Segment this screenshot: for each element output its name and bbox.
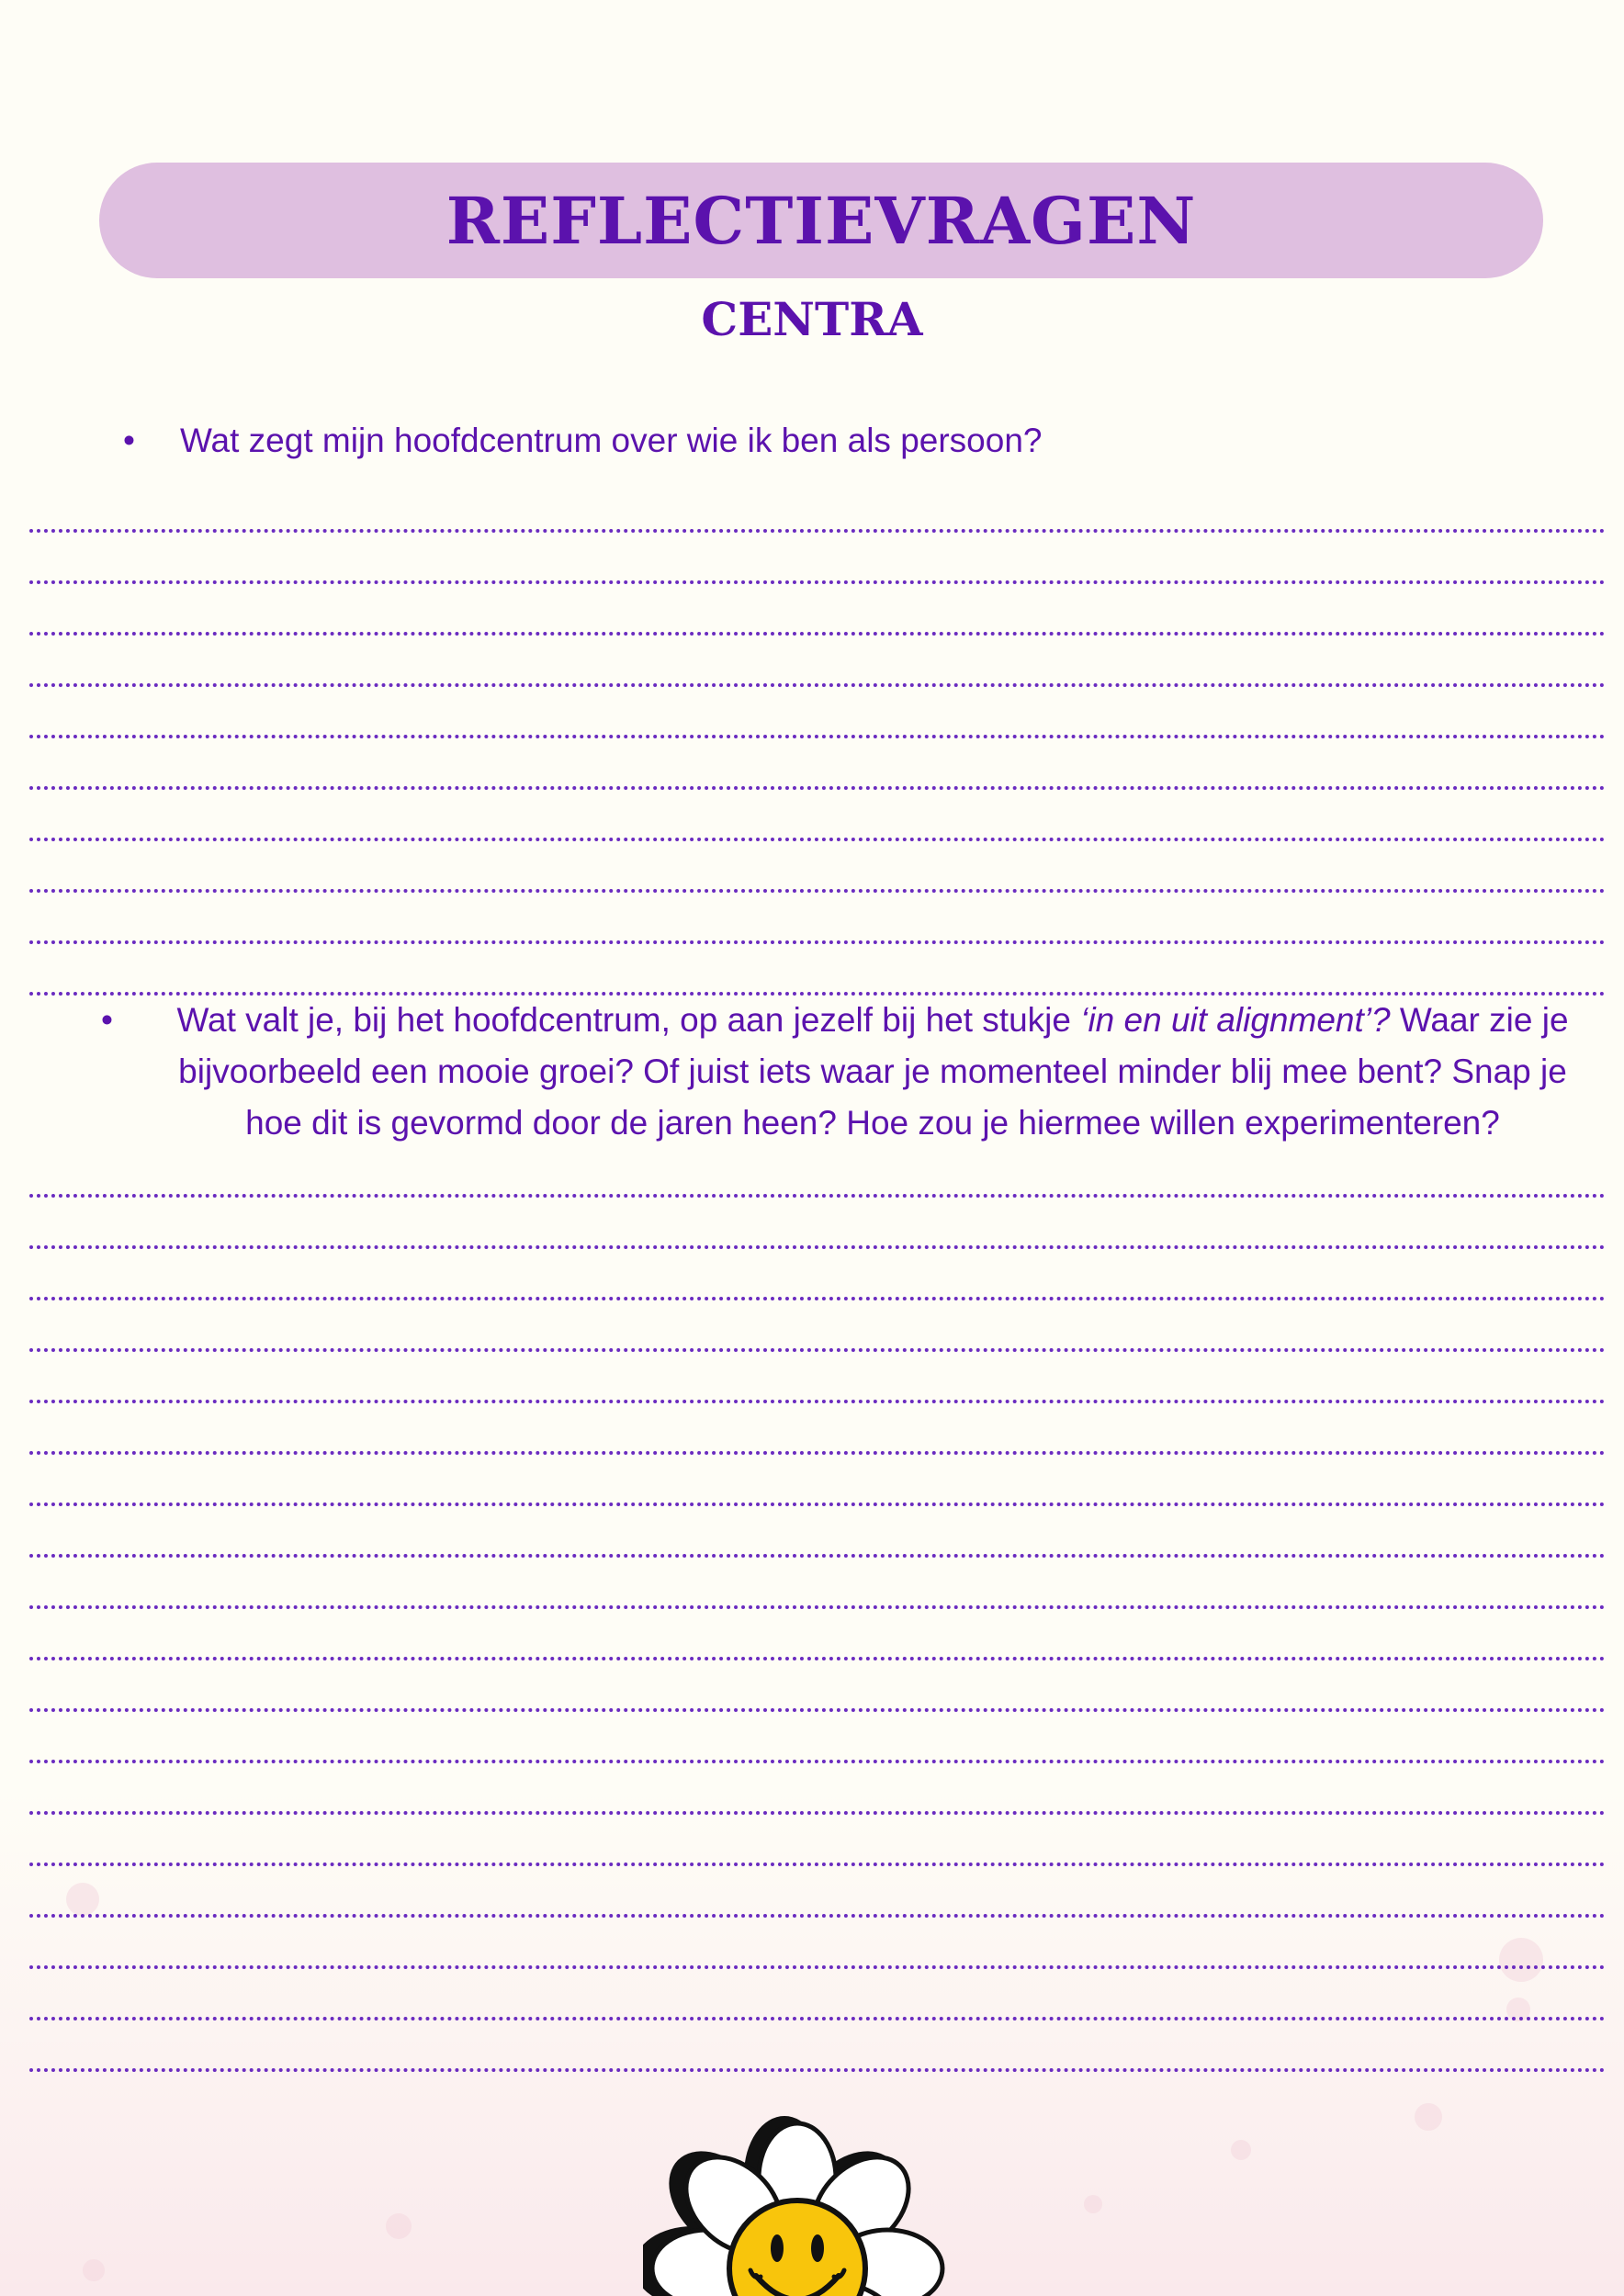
answer-line[interactable]: [29, 735, 1606, 738]
answer-line[interactable]: [29, 1760, 1606, 1763]
answer-line[interactable]: [29, 1657, 1606, 1660]
answer-line[interactable]: [29, 1554, 1606, 1558]
answer-line[interactable]: [29, 1811, 1606, 1815]
answer-line[interactable]: [29, 1914, 1606, 1918]
answer-line[interactable]: [29, 1605, 1606, 1609]
question-text-italic: ‘in en uit alignment’?: [1080, 1001, 1391, 1039]
answer-line[interactable]: [29, 1863, 1606, 1866]
answer-line[interactable]: [29, 838, 1606, 841]
decor-bubble: [1231, 2140, 1251, 2160]
title-banner: [99, 163, 1543, 278]
answer-line[interactable]: [29, 2068, 1606, 2072]
question-text-part: Wat valt je, bij het hoofdcentrum, op aan jezelf bij het stukje: [176, 1001, 1081, 1039]
answer-line[interactable]: [29, 940, 1606, 944]
answer-line[interactable]: [29, 1348, 1606, 1352]
answer-line[interactable]: [29, 1400, 1606, 1403]
answer-line[interactable]: [29, 632, 1606, 636]
answer-line[interactable]: [29, 1194, 1606, 1198]
question-text: [156, 995, 1589, 1149]
answer-line[interactable]: [29, 889, 1606, 893]
decor-bubble: [83, 2259, 105, 2281]
answer-line[interactable]: [29, 1451, 1606, 1455]
answer-line[interactable]: [29, 1297, 1606, 1300]
answer-line[interactable]: [29, 529, 1606, 533]
decor-bubble: [386, 2213, 412, 2239]
decor-bubble: [66, 1883, 99, 1916]
question-text-part: Waar zie je bijvoorbeeld een mooie groei? Of juist iets waar je momenteel minder blij mee bent? Snap je hoe dit is gevormd door de jaren heen? Hoe zou je hiermee willen experimenteren?: [178, 1001, 1569, 1142]
answer-line[interactable]: [29, 683, 1606, 687]
decor-bubble: [1415, 2103, 1442, 2131]
question-text: Wat zegt mijn hoofdcentrum over wie ik ben als persoon?: [180, 422, 1043, 459]
page-title: REFLECTIEVRAGEN: [445, 182, 1197, 259]
decor-bubble: [1084, 2195, 1102, 2213]
decor-bubble: [1499, 1938, 1543, 1982]
page-subtitle: CENTRA: [701, 292, 923, 346]
answer-line[interactable]: [29, 786, 1606, 790]
answer-line[interactable]: [29, 580, 1606, 584]
smiley-flower-icon: [643, 2080, 983, 2296]
answer-line[interactable]: [29, 1965, 1606, 1969]
bullet: •: [123, 422, 135, 459]
question-2: [101, 995, 1589, 1149]
answer-line[interactable]: [29, 1503, 1606, 1506]
bullet: •: [101, 1001, 113, 1039]
answer-line[interactable]: [29, 1708, 1606, 1712]
answer-line[interactable]: [29, 2017, 1606, 2020]
answer-line[interactable]: [29, 1245, 1606, 1249]
